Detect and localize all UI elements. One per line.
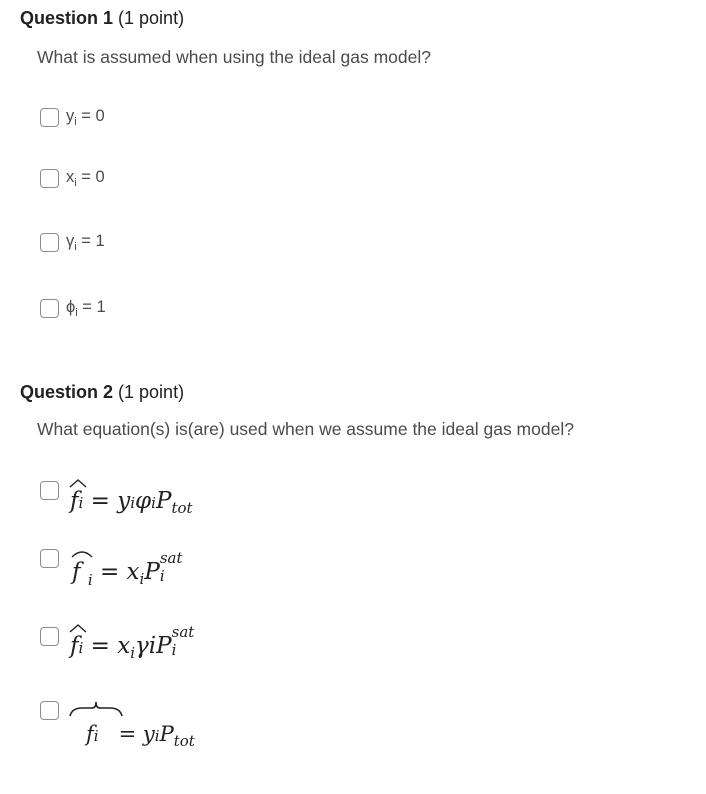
- question-2-header: [20, 382, 184, 403]
- q2-option-3-equation: fi = $x_i\gamma iP$ sat i: [70, 623, 195, 662]
- q1-option-1-checkbox[interactable]: [40, 108, 59, 127]
- q2-option-4-checkbox[interactable]: [40, 701, 59, 720]
- question-2-points: (1 point): [118, 382, 185, 402]
- q2-option-1-equation: fi = yiφiP$_{tot}$: [70, 488, 193, 517]
- q2-option-3-checkbox[interactable]: [40, 627, 59, 646]
- q1-option-1-label: $y_i = 0$: [66, 107, 105, 128]
- q1-option-2[interactable]: [40, 168, 105, 189]
- question-1-header: [20, 8, 184, 29]
- q1-option-2-label: $x_i = 0$: [66, 168, 105, 189]
- question-2-text: What equation(s) is(are) used when we assume the ideal gas model?: [37, 419, 574, 439]
- q2-option-2-equation: f $_i = x_iP$ sat i: [72, 549, 183, 589]
- q1-option-3-checkbox[interactable]: [40, 233, 59, 252]
- question-1-text: What is assumed when using the ideal gas model?: [37, 47, 431, 67]
- q1-option-1[interactable]: [40, 107, 105, 128]
- overbrace-icon: [68, 698, 124, 718]
- q1-option-4-checkbox[interactable]: [40, 299, 59, 318]
- q2-option-1-checkbox[interactable]: [40, 481, 59, 500]
- q2-option-2-checkbox[interactable]: [40, 549, 59, 568]
- question-2-title: Question 2: [20, 382, 114, 402]
- q1-option-2-checkbox[interactable]: [40, 169, 59, 188]
- q1-option-3[interactable]: [40, 232, 105, 253]
- q1-option-3-label: $\gamma_i = 1$: [66, 232, 105, 253]
- q2-option-4-equation: fi = yiP$_{tot}$: [86, 722, 195, 750]
- q1-option-4[interactable]: [40, 298, 106, 319]
- question-1-title: Question 1: [20, 8, 114, 28]
- q1-option-4-label: $\phi_i = 1$: [66, 298, 106, 319]
- question-1-points: (1 point): [118, 8, 185, 28]
